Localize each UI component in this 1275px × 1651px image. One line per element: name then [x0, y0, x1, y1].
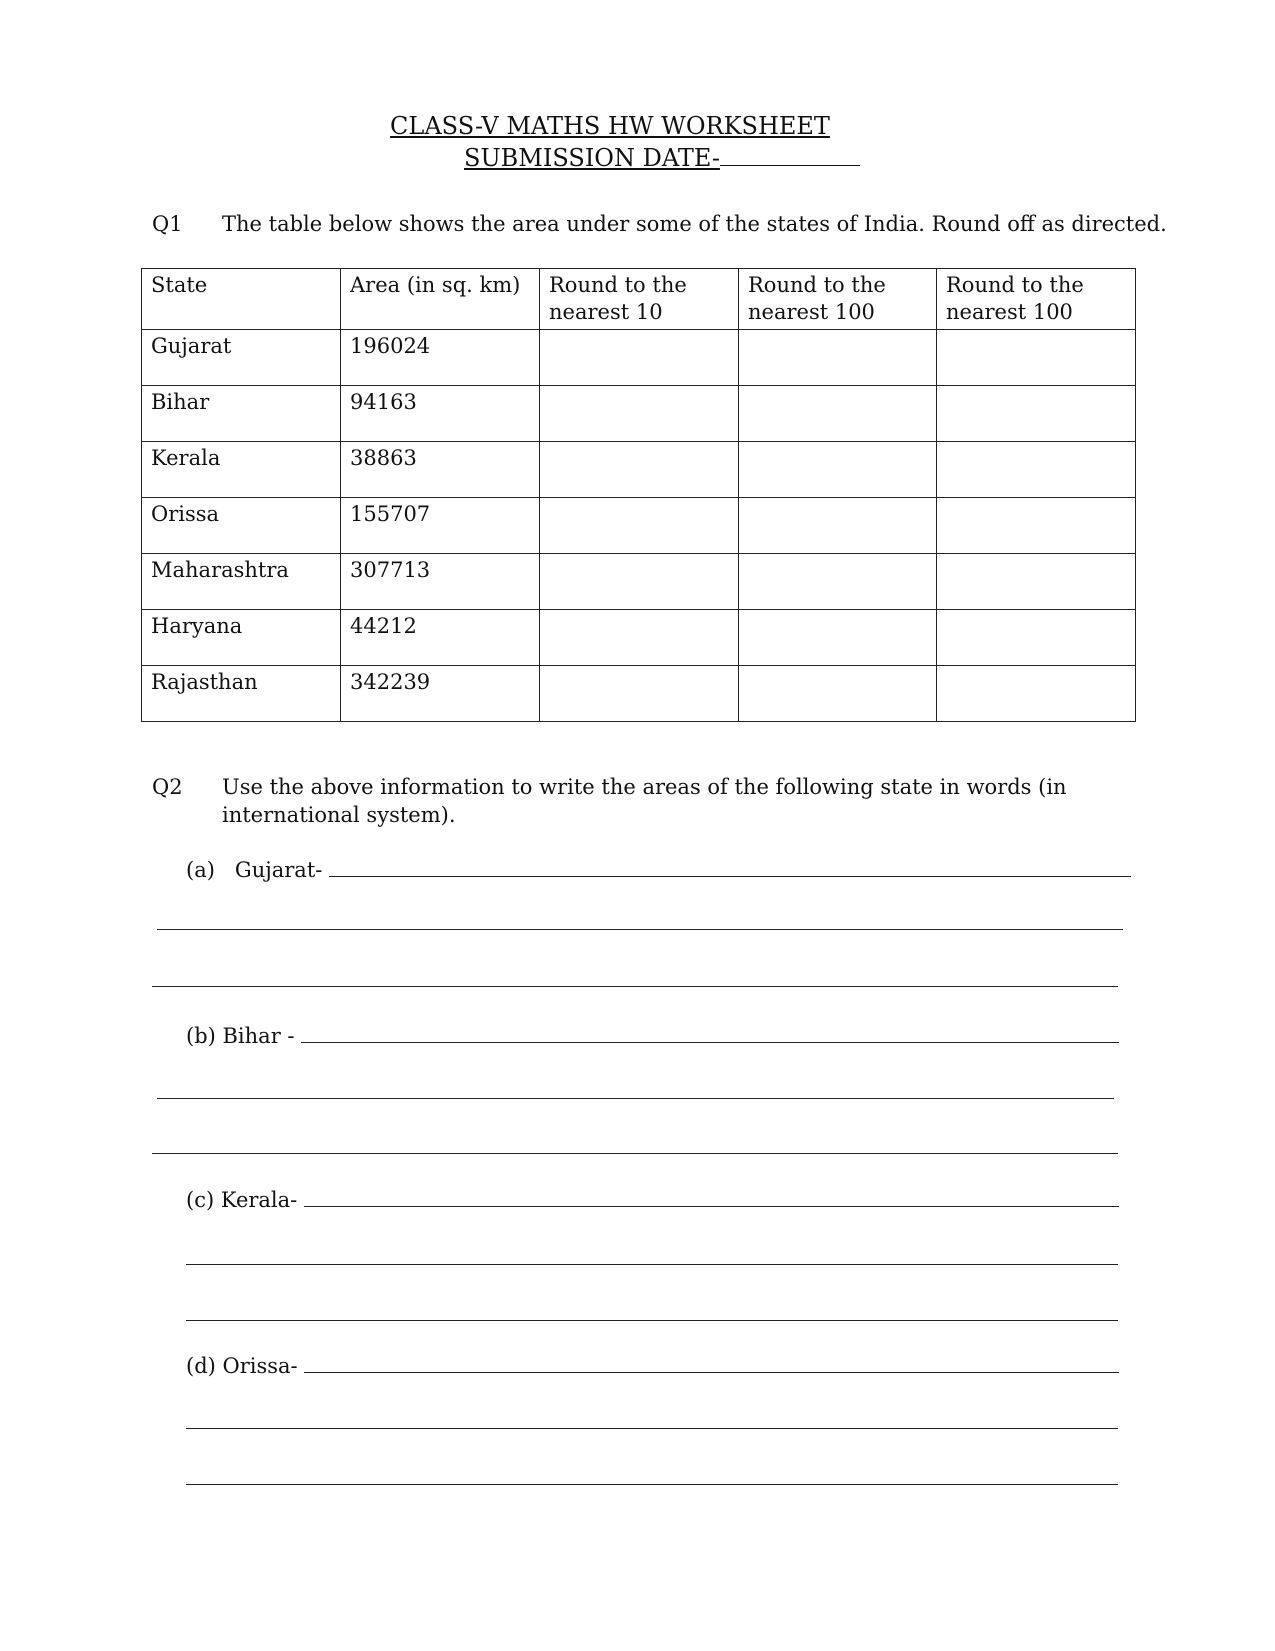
answer-line[interactable] [157, 929, 1123, 930]
q1-number: Q1 [152, 212, 183, 236]
column-header: Area (in sq. km) [341, 269, 540, 330]
answer-cell[interactable] [540, 666, 739, 722]
q2-part-label: (a) Gujarat- [186, 858, 323, 882]
q2-text: Use the above information to write the areas of the following state in words (in international system). [222, 775, 1067, 827]
q2-number: Q2 [152, 775, 183, 799]
answer-cell[interactable] [739, 442, 937, 498]
answer-cell[interactable] [540, 610, 739, 666]
answer-line[interactable] [301, 1022, 1119, 1043]
answer-line[interactable] [186, 1428, 1118, 1429]
answer-cell[interactable] [937, 498, 1136, 554]
area-cell: 38863 [341, 442, 540, 498]
column-header: Round to the nearest 10 [540, 269, 739, 330]
answer-cell[interactable] [540, 386, 739, 442]
state-area-table [141, 268, 1136, 722]
state-cell: Rajasthan [142, 666, 341, 722]
area-cell: 307713 [341, 554, 540, 610]
submission-date-blank[interactable] [720, 143, 860, 166]
answer-line[interactable] [152, 986, 1118, 987]
table-row [142, 386, 1136, 442]
column-header: Round to the nearest 100 [739, 269, 937, 330]
answer-cell[interactable] [540, 498, 739, 554]
area-cell: 94163 [341, 386, 540, 442]
state-cell: Bihar [142, 386, 341, 442]
answer-cell[interactable] [540, 442, 739, 498]
answer-line[interactable] [186, 1320, 1118, 1321]
q2-part-label: (c) Kerala- [186, 1188, 298, 1212]
worksheet-title: CLASS-V MATHS HW WORKSHEET [390, 112, 830, 140]
answer-cell[interactable] [739, 666, 937, 722]
answer-cell[interactable] [540, 330, 739, 386]
table-header-row [142, 269, 1136, 330]
answer-cell[interactable] [937, 554, 1136, 610]
answer-line[interactable] [329, 856, 1131, 877]
q2-part-label: (d) Orissa- [186, 1354, 298, 1378]
area-cell: 155707 [341, 498, 540, 554]
state-cell: Maharashtra [142, 554, 341, 610]
state-cell: Orissa [142, 498, 341, 554]
answer-line[interactable] [186, 1264, 1118, 1265]
table-row [142, 498, 1136, 554]
area-cell: 44212 [341, 610, 540, 666]
table-row [142, 554, 1136, 610]
area-cell: 342239 [341, 666, 540, 722]
answer-cell[interactable] [739, 386, 937, 442]
q2-part-c [186, 1186, 1119, 1212]
answer-line[interactable] [152, 1153, 1118, 1154]
answer-line[interactable] [304, 1352, 1119, 1373]
answer-line[interactable] [304, 1186, 1119, 1207]
state-cell: Kerala [142, 442, 341, 498]
area-cell: 196024 [341, 330, 540, 386]
table-row [142, 610, 1136, 666]
table-row [142, 666, 1136, 722]
q1-text: The table below shows the area under some of the states of India. Round off as directed. [222, 212, 1167, 236]
column-header: Round to the nearest 100 [937, 269, 1136, 330]
answer-line[interactable] [186, 1484, 1118, 1485]
q2-part-label: (b) Bihar - [186, 1024, 295, 1048]
submission-date-label: SUBMISSION DATE- [464, 144, 720, 172]
answer-cell[interactable] [739, 554, 937, 610]
column-header: State [142, 269, 341, 330]
submission-date [464, 143, 860, 172]
table-row [142, 330, 1136, 386]
q2-part-b [186, 1022, 1119, 1048]
state-cell: Gujarat [142, 330, 341, 386]
answer-cell[interactable] [739, 498, 937, 554]
answer-cell[interactable] [937, 330, 1136, 386]
answer-cell[interactable] [937, 610, 1136, 666]
q2-part-a [186, 856, 1131, 882]
state-cell: Haryana [142, 610, 341, 666]
answer-line[interactable] [157, 1098, 1114, 1099]
answer-cell[interactable] [937, 442, 1136, 498]
table-row [142, 442, 1136, 498]
answer-cell[interactable] [937, 386, 1136, 442]
answer-cell[interactable] [540, 554, 739, 610]
answer-cell[interactable] [937, 666, 1136, 722]
answer-cell[interactable] [739, 330, 937, 386]
q2-part-d [186, 1352, 1119, 1378]
answer-cell[interactable] [739, 610, 937, 666]
